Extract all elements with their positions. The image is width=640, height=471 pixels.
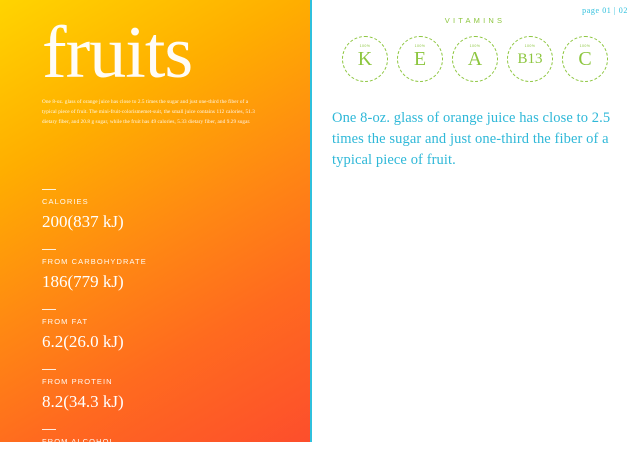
stat-item-calories — [42, 189, 280, 230]
stat-divider — [42, 309, 56, 310]
intro-paragraph: One 8-oz. glass of orange juice has close to 2.5 times the sugar and just one-third the fiber of a typical piece of fruit. The mini-fruit-colorismemet-suit, the small juice contains 112 calories, 51.3 dietary fiber, and 20.8 g sugar, while the fruit has 49 calories, 5.33 dietary fiber, and 9.29 sugar. — [42, 99, 255, 125]
right-panel — [310, 0, 640, 442]
vitamin-badge-b13 — [507, 36, 553, 82]
vitamin-badge-a — [452, 36, 498, 82]
left-panel-content — [0, 0, 310, 470]
stat-value: 200(837 kJ) — [42, 212, 124, 232]
stat-value: 186(779 kJ) — [42, 272, 124, 292]
stat-divider — [42, 249, 56, 250]
stat-divider — [42, 189, 56, 190]
vitamin-badge-k — [342, 36, 388, 82]
vitamin-letter: B13 — [517, 50, 543, 67]
vitamin-amount: 100% — [579, 44, 591, 48]
stat-divider — [42, 429, 56, 430]
stat-item-from-carbohydrate — [42, 249, 280, 290]
vitamin-amount: 100% — [469, 44, 481, 48]
nutrition-stats-list — [42, 189, 280, 470]
vitamin-letter: K — [357, 48, 373, 70]
stat-label: FROM PROTEIN — [42, 377, 113, 387]
stat-label: FROM CARBOHYDRATE — [42, 257, 147, 267]
vitamin-amount: 100% — [359, 44, 371, 48]
vitamin-amount: 100% — [524, 44, 536, 48]
stat-label: FROM ALCOHOL — [42, 437, 115, 447]
vitamins-section-title: VITAMINS — [444, 16, 506, 25]
body-copy: One 8-oz. glass of orange juice has close to 2.5 times the sugar and just one-third the fiber of a typical piece of fruit. — [332, 110, 611, 169]
stat-value: 6.2(26.0 kJ) — [42, 332, 124, 352]
stat-item-from-alcohol — [42, 429, 280, 470]
vitamin-badge-c — [562, 36, 608, 82]
vitamins-badge-row — [310, 36, 640, 82]
stat-item-from-protein — [42, 369, 280, 410]
vitamin-badge-e — [397, 36, 443, 82]
vitamin-letter: C — [578, 48, 592, 70]
vitamin-letter: A — [467, 48, 483, 70]
spine-divider — [310, 0, 312, 442]
vitamin-letter: E — [413, 48, 427, 70]
stat-label: CALORIES — [42, 197, 89, 207]
stat-value: 8.2(34.3 kJ) — [42, 392, 124, 412]
vitamin-amount: 100% — [414, 44, 426, 48]
stat-divider — [42, 369, 56, 370]
page-number: page 01 | 02 — [582, 6, 628, 15]
stat-label: FROM FAT — [42, 317, 89, 327]
stat-value: 0.0(0.0 kJ) — [42, 452, 116, 471]
left-panel — [0, 0, 310, 471]
page-title: fruits — [42, 12, 193, 94]
stat-item-from-fat — [42, 309, 280, 350]
